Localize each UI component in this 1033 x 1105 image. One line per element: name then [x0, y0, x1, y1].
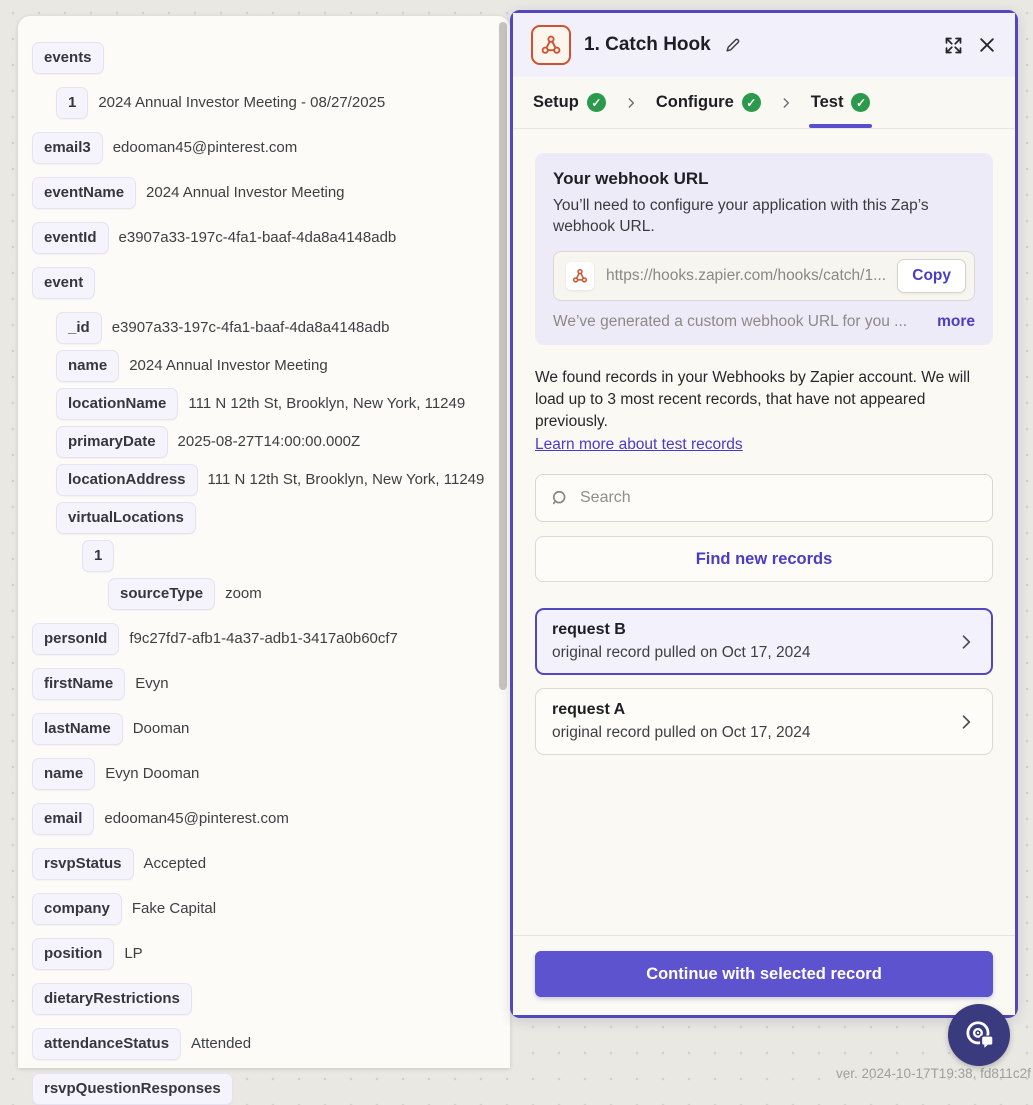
tree-key-pill[interactable]: events: [32, 42, 104, 74]
tree-key-pill[interactable]: eventId: [32, 222, 109, 254]
record-item-request-a[interactable]: [535, 688, 993, 755]
tree-value: f9c27fd7-afb1-4a37-adb1-3417a0b60cf7: [129, 630, 398, 647]
more-link[interactable]: more: [937, 313, 975, 330]
chevron-right-icon: [956, 632, 976, 652]
tree-value: Fake Capital: [131, 900, 217, 917]
chevron-right-icon: [779, 77, 793, 128]
tree-row: [32, 42, 492, 74]
configure-complete-check-icon: ✓: [742, 93, 761, 112]
tree-value: [243, 1073, 492, 1078]
tree-row: [56, 464, 492, 496]
tree-row: [32, 222, 492, 254]
tree-value: 2025-08-27T14:00:00.000Z: [177, 433, 361, 450]
tree-row: [32, 1028, 492, 1060]
tree-value: [206, 502, 492, 507]
record-subtitle: original record pulled on Oct 17, 2024: [552, 724, 811, 741]
tree-row: [32, 668, 492, 700]
record-title: request B: [552, 621, 626, 638]
tree-row: [56, 350, 492, 382]
tree-key-pill[interactable]: email: [32, 803, 94, 835]
tree-value: [124, 540, 492, 545]
tree-key-pill[interactable]: primaryDate: [56, 426, 168, 458]
tree-value: Accepted: [143, 855, 207, 872]
tree-value: edooman45@pinterest.com: [104, 810, 289, 827]
tree-scrollbar[interactable]: [499, 22, 507, 690]
webhook-icon: [539, 33, 563, 57]
close-panel-button[interactable]: [977, 35, 997, 55]
tree-row: [32, 267, 492, 299]
tree-value: Dooman: [132, 720, 190, 737]
tree-value: [202, 983, 492, 988]
tree-value: 2024 Annual Investor Meeting - 08/27/2025: [98, 94, 386, 111]
test-data-tree-panel: [18, 16, 510, 1097]
tree-value: [114, 42, 492, 47]
tab-configure-label: Configure: [655, 93, 734, 111]
version-label: ver. 2024-10-17T19:38. fd811c2f: [836, 1066, 1031, 1081]
tree-value: Evyn Dooman: [105, 765, 200, 782]
tab-test[interactable]: [811, 77, 871, 128]
tree-value: zoom: [225, 585, 262, 602]
record-item-request-b[interactable]: [535, 608, 993, 675]
tree-key-pill[interactable]: firstName: [32, 668, 125, 700]
webhook-url-note: [553, 313, 975, 331]
tab-setup-label: Setup: [533, 93, 579, 111]
record-subtitle: original record pulled on Oct 17, 2024: [552, 644, 811, 661]
tree-key-pill[interactable]: locationAddress: [56, 464, 198, 496]
record-list: [535, 608, 993, 755]
tree-value: 111 N 12th St, Brooklyn, New York, 11249: [207, 471, 485, 488]
tree-key-pill[interactable]: rsvpStatus: [32, 848, 134, 880]
webhook-url-heading: Your webhook URL: [553, 169, 709, 188]
record-text: [552, 621, 956, 662]
tree-row: [32, 983, 492, 1015]
tree-row: [82, 540, 492, 572]
tree-key-pill[interactable]: name: [56, 350, 119, 382]
tree-key-pill[interactable]: locationName: [56, 388, 178, 420]
chatbot-icon: [962, 1018, 996, 1052]
search-input[interactable]: [580, 489, 978, 507]
tree-row: [56, 388, 492, 420]
expand-panel-button[interactable]: [943, 35, 964, 56]
tree-value: [105, 267, 492, 272]
tree-row: [32, 623, 492, 655]
record-title: request A: [552, 701, 626, 718]
find-new-records-button[interactable]: Find new records: [535, 536, 993, 582]
tree-row: [56, 312, 492, 344]
webhook-url-value[interactable]: https://hooks.zapier.com/hooks/catch/1...: [606, 267, 887, 284]
edit-title-icon[interactable]: [724, 36, 742, 54]
tree-value: 2024 Annual Investor Meeting: [129, 357, 328, 374]
step-panel-footer: [513, 935, 1015, 1015]
tree-key-pill[interactable]: name: [32, 758, 95, 790]
close-icon: [977, 35, 997, 55]
tab-setup[interactable]: [533, 77, 606, 128]
record-text: [552, 701, 956, 742]
tree-row: [56, 502, 492, 534]
tree-value: 2024 Annual Investor Meeting: [146, 184, 345, 201]
tree-row: [32, 132, 492, 164]
step-panel-header: [513, 13, 1015, 77]
tree-row: [32, 177, 492, 209]
search-icon: [550, 488, 570, 508]
record-search: [535, 474, 993, 522]
tree-key-pill[interactable]: company: [32, 893, 122, 925]
records-intro-text: We found records in your Webhooks by Zapier account. We will load up to 3 most recent records, that have not appeared previously.: [535, 369, 971, 430]
tree-value: LP: [124, 945, 143, 962]
setup-complete-check-icon: ✓: [587, 93, 606, 112]
webhook-app-icon: [531, 25, 571, 65]
tree-value: e3907a33-197c-4fa1-baaf-4da8a4148adb: [111, 319, 390, 336]
tree-value: Attended: [191, 1035, 252, 1052]
tree-value: edooman45@pinterest.com: [112, 139, 298, 156]
test-complete-check-icon: ✓: [851, 93, 870, 112]
webhook-url-card: [535, 153, 993, 345]
tree-row: [32, 803, 492, 835]
tree-key-pill[interactable]: dietaryRestrictions: [32, 983, 192, 1015]
webhook-url-description: You’ll need to configure your application with this Zap’s webhook URL.: [553, 197, 929, 235]
tree-key-pill[interactable]: lastName: [32, 713, 123, 745]
tree-row: [56, 87, 492, 119]
tab-test-label: Test: [810, 93, 844, 111]
tree-key-pill[interactable]: eventName: [32, 177, 136, 209]
tree-key-pill[interactable]: sourceType: [108, 578, 215, 610]
learn-more-link[interactable]: Learn more about test records: [535, 436, 743, 453]
tree-key-pill[interactable]: personId: [32, 623, 119, 655]
tree-key-pill[interactable]: 1: [82, 540, 114, 572]
tree-key-pill[interactable]: _id: [56, 312, 102, 344]
tree-value: e3907a33-197c-4fa1-baaf-4da8a4148adb: [118, 229, 397, 246]
tree-key-pill[interactable]: virtualLocations: [56, 502, 196, 534]
tree-key-pill[interactable]: position: [32, 938, 114, 970]
records-intro: [535, 367, 993, 456]
tree-value: Evyn: [135, 675, 169, 692]
tree-row: [32, 758, 492, 790]
webhook-note-text: We’ve generated a custom webhook URL for you ...: [553, 313, 908, 330]
test-tab-content: [513, 129, 1015, 935]
tree-row: [32, 1073, 492, 1105]
tree-key-pill[interactable]: email3: [32, 132, 103, 164]
webhook-icon-small: [566, 262, 594, 290]
tree-row: [32, 848, 492, 880]
tree-row: [32, 938, 492, 970]
copy-url-button[interactable]: Copy: [897, 259, 966, 293]
webhook-url-field: [553, 251, 975, 301]
continue-with-selected-record-button[interactable]: Continue with selected record: [535, 951, 993, 997]
tree-row: [108, 578, 492, 610]
tree-key-pill[interactable]: 1: [56, 87, 88, 119]
step-progress-tabs: [513, 77, 1015, 129]
tree-row: [56, 426, 492, 458]
tree-value: 111 N 12th St, Brooklyn, New York, 11249: [188, 395, 466, 412]
chevron-right-icon: [956, 712, 976, 732]
help-chatbot-button[interactable]: [948, 1004, 1010, 1066]
chevron-right-icon: [624, 77, 638, 128]
expand-icon: [943, 35, 964, 56]
tree-key-pill[interactable]: event: [32, 267, 95, 299]
tree-row: [32, 713, 492, 745]
tree-row: [32, 893, 492, 925]
tree-key-pill[interactable]: attendanceStatus: [32, 1028, 181, 1060]
tree-key-pill[interactable]: rsvpQuestionResponses: [32, 1073, 233, 1105]
step-panel-catch-hook: [510, 10, 1018, 1018]
step-title: 1. Catch Hook: [584, 34, 711, 55]
tab-configure[interactable]: [656, 77, 761, 128]
